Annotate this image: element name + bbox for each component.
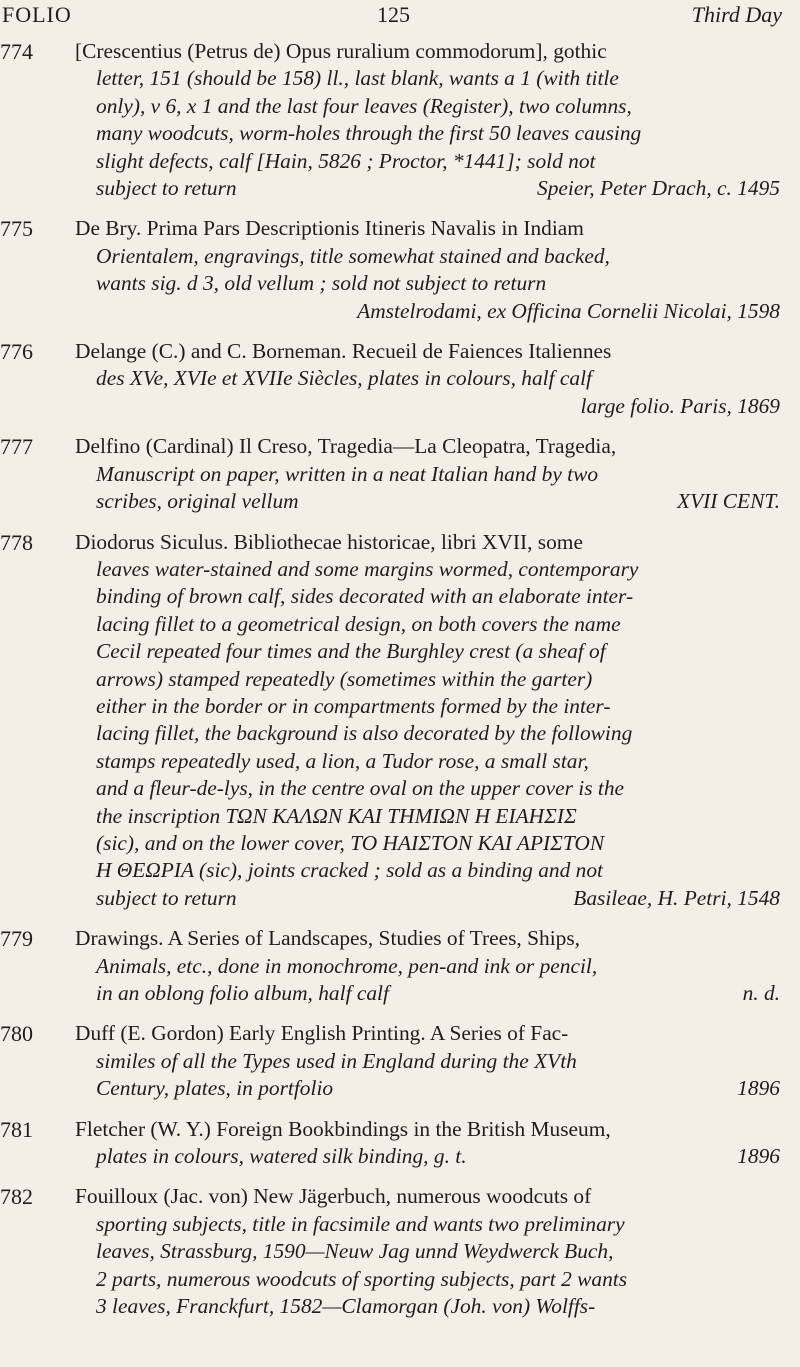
lot-number: 780 bbox=[0, 1021, 33, 1047]
lot-number: 776 bbox=[0, 339, 33, 365]
lot-line: the inscription ΤΩΝ ΚΑΛΩΝ ΚΑΙ ΤΗΜΙΩΝ Η ΕΙΑΗΣΙΣ bbox=[96, 803, 577, 828]
catalogue-lot bbox=[0, 1020, 800, 1102]
lot-binding-note: Century, plates, in portfolio bbox=[96, 1076, 334, 1101]
catalogue-lot bbox=[0, 1116, 800, 1171]
lot-list bbox=[0, 38, 800, 1333]
lot-line: lacing fillet to a geometrical design, on both covers the name bbox=[96, 611, 621, 636]
lot-line: stamps repeatedly used, a lion, a Tudor rose, a small star, bbox=[96, 748, 589, 773]
lot-line: sporting subjects, title in facsimile and wants two preliminary bbox=[96, 1211, 625, 1236]
header-day: Third Day bbox=[691, 2, 782, 27]
lot-imprint: 1896 bbox=[737, 1076, 780, 1101]
lot-binding-note: subject to return bbox=[96, 176, 237, 201]
lot-line: Η ΘΕΩΡΙΑ (sic), joints cracked ; sold as a binding and not bbox=[96, 858, 603, 883]
lot-description bbox=[75, 1116, 780, 1171]
lot-imprint: XVII CENT. bbox=[677, 489, 780, 514]
lot-line: similes of all the Types used in England during the XVth bbox=[96, 1048, 577, 1073]
lot-imprint-line bbox=[75, 1075, 780, 1102]
catalogue-lot bbox=[0, 925, 800, 1007]
lot-line: Orientalem, engravings, title somewhat stained and backed, bbox=[96, 243, 610, 268]
lot-line: slight defects, calf [Hain, 5826 ; Proctor, *1441]; sold not bbox=[96, 148, 596, 173]
lot-number: 782 bbox=[0, 1184, 33, 1210]
header-format: FOLIO bbox=[2, 2, 72, 27]
lot-binding-note: plates in colours, watered silk binding, g. t. bbox=[96, 1144, 467, 1169]
lot-line: (sic), and on the lower cover, ΤΟ ΗΑΙΣΤΟΝ ΚΑΙ ΑΡΙΣΤΟΝ bbox=[96, 830, 605, 855]
lot-line: wants sig. d 3, old vellum ; sold not subject to return bbox=[96, 271, 547, 296]
lot-line: arrows) stamped repeatedly (sometimes within the garter) bbox=[96, 666, 593, 691]
lot-description bbox=[75, 925, 780, 1007]
lot-imprint-line bbox=[75, 885, 780, 912]
lot-line: Diodorus Siculus. Bibliothecae historicae, libri XVII, some bbox=[75, 529, 583, 554]
lot-line: Cecil repeated four times and the Burghley crest (a sheaf of bbox=[96, 639, 606, 664]
lot-number: 777 bbox=[0, 434, 33, 460]
lot-imprint: Speier, Peter Drach, c. 1495 bbox=[537, 176, 780, 201]
page-header bbox=[0, 0, 800, 32]
catalogue-lot bbox=[0, 433, 800, 515]
lot-description bbox=[75, 38, 780, 202]
catalogue-lot bbox=[0, 1183, 800, 1320]
lot-line: and a fleur-de-lys, in the centre oval on the upper cover is the bbox=[96, 776, 625, 801]
lot-line: letter, 151 (should be 158) ll., last blank, wants a 1 (with title bbox=[96, 66, 619, 91]
lot-number: 781 bbox=[0, 1116, 33, 1142]
catalogue-lot bbox=[0, 215, 800, 325]
lot-line: Drawings. A Series of Landscapes, Studies of Trees, Ships, bbox=[75, 926, 581, 951]
lot-line: leaves water-stained and some margins wormed, contemporary bbox=[96, 556, 639, 581]
lot-imprint: 1896 bbox=[737, 1144, 780, 1169]
lot-line: lacing fillet, the background is also decorated by the following bbox=[96, 721, 633, 746]
lot-line: Animals, etc., done in monochrome, pen-and ink or pencil, bbox=[96, 953, 598, 978]
lot-number: 778 bbox=[0, 529, 33, 555]
lot-line: 2 parts, numerous woodcuts of sporting subjects, part 2 wants bbox=[96, 1266, 628, 1291]
lot-description bbox=[75, 529, 780, 913]
lot-imprint: Basileae, H. Petri, 1548 bbox=[573, 885, 780, 910]
lot-description bbox=[75, 338, 780, 420]
lot-line: des XVe, XVIe et XVIIe Siècles, plates in colours, half calf bbox=[96, 366, 592, 391]
page-number: 125 bbox=[377, 2, 410, 27]
lot-binding-note: scribes, original vellum bbox=[96, 489, 299, 514]
lot-imprint: Amstelrodami, ex Officina Cornelii Nicolai, 1598 bbox=[357, 298, 780, 323]
lot-description bbox=[75, 1020, 780, 1102]
lot-line: 3 leaves, Franckfurt, 1582—Clamorgan (Joh. von) Wolffs- bbox=[96, 1294, 596, 1319]
lot-line: Manuscript on paper, written in a neat Italian hand by two bbox=[96, 461, 599, 486]
lot-line: Duff (E. Gordon) Early English Printing. A Series of Fac- bbox=[75, 1021, 569, 1046]
lot-imprint-line bbox=[75, 980, 780, 1007]
lot-line: binding of brown calf, sides decorated with an elaborate inter- bbox=[96, 584, 634, 609]
catalogue-lot bbox=[0, 338, 800, 420]
lot-line: [Crescentius (Petrus de) Opus ruralium commodorum], gothic bbox=[75, 39, 607, 63]
lot-imprint-line bbox=[75, 393, 780, 420]
lot-number: 774 bbox=[0, 39, 33, 64]
lot-description bbox=[75, 215, 780, 325]
lot-imprint: large folio. Paris, 1869 bbox=[580, 393, 780, 418]
lot-line: Delfino (Cardinal) Il Creso, Tragedia—La Cleopatra, Tragedia, bbox=[75, 434, 617, 459]
lot-line: Fletcher (W. Y.) Foreign Bookbindings in the British Museum, bbox=[75, 1116, 611, 1141]
lot-imprint-line bbox=[75, 488, 780, 515]
lot-imprint-line bbox=[75, 175, 780, 202]
lot-binding-note: in an oblong folio album, half calf bbox=[96, 981, 389, 1005]
lot-description bbox=[75, 1183, 780, 1320]
lot-imprint-line bbox=[75, 298, 780, 325]
lot-line: De Bry. Prima Pars Descriptionis Itineris Navalis in Indiam bbox=[75, 216, 584, 241]
lot-imprint: n. d. bbox=[742, 981, 780, 1005]
lot-imprint-line bbox=[75, 1143, 780, 1170]
lot-line: leaves, Strassburg, 1590—Neuw Jag unnd Weydwerck Buch, bbox=[96, 1239, 614, 1264]
lot-binding-note: subject to return bbox=[96, 885, 237, 910]
lot-line: either in the border or in compartments formed by the inter- bbox=[96, 693, 611, 718]
lot-line: only), v 6, x 1 and the last four leaves (Register), two columns, bbox=[96, 93, 632, 118]
lot-description bbox=[75, 433, 780, 515]
lot-line: Delange (C.) and C. Borneman. Recueil de Faiences Italiennes bbox=[75, 339, 612, 364]
lot-number: 775 bbox=[0, 216, 33, 242]
lot-line: Fouilloux (Jac. von) New Jägerbuch, numerous woodcuts of bbox=[75, 1184, 592, 1209]
catalogue-lot bbox=[0, 529, 800, 913]
catalogue-lot bbox=[0, 38, 800, 202]
lot-number: 779 bbox=[0, 926, 33, 952]
lot-line: many woodcuts, worm-holes through the first 50 leaves causing bbox=[96, 121, 642, 146]
